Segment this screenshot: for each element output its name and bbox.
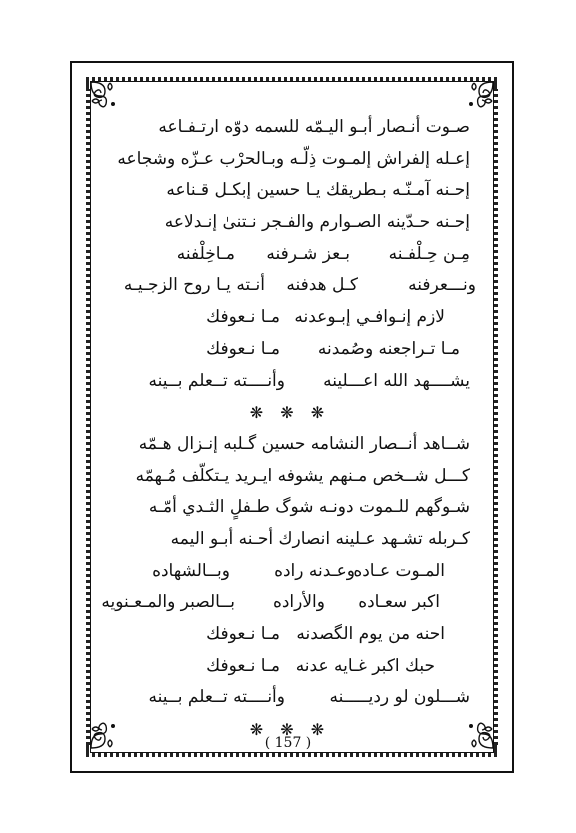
verse-segment: مـاخِلْفنه: [176, 243, 235, 264]
verse-line: [110, 239, 470, 271]
verse-line: [110, 366, 470, 398]
verse-line: كـــل شــخص مـنهم يشوفه ايـريد يـتكلّف مُـهمّه: [135, 465, 470, 486]
verse-segment: مـا نـعوفك: [206, 655, 280, 676]
verse-segment: اكبر سعـاده: [358, 592, 440, 613]
verse-segment: وعـدنه راده: [274, 560, 355, 581]
verse-segment: والأراده: [272, 592, 325, 613]
verse-segment: وأنــــته تــعلم بــينه: [148, 370, 285, 391]
verse-line: شــاهد أنــصار النشامه حسين گـلبه إنـزال هـمّه: [138, 433, 470, 454]
page-number: ( 157 ): [264, 735, 312, 751]
verse-line: إحـنه حـدّينه الصـوارم والفـجر نـتنىٰ إنـدلاعه: [164, 212, 470, 233]
floral-corner-icon: [462, 79, 496, 113]
verse-segment: مـا نـعوفك: [206, 307, 280, 328]
stars-divider: ❋ ❋ ❋: [249, 720, 331, 740]
verse-line: إعـله إلفراش إلمـوت ذِلّـه وبـالحرْب عـزّه وشجاعه: [117, 148, 470, 169]
verse-line: كـربله تشـهد عـلينه انصارك أحـنه أبـو اليمه: [170, 528, 470, 549]
verse-line: [110, 270, 476, 302]
verse-segment: أنـته يـا روح الزجـيـه: [123, 275, 265, 296]
verse-segment: بــالصبر والمـعـنويه: [101, 592, 235, 613]
verse-segment: بـعز شـرفنه: [266, 243, 350, 264]
verse-line: [110, 651, 470, 683]
verse-line: [101, 587, 470, 619]
verse-line: إحـنه آمـنّـه بـطريقك يـا حسين إبكـل قـناعه: [166, 180, 470, 201]
verse-segment: شـــلون لو رديـــــنه: [329, 687, 470, 708]
verse-segment: مـا نـعوفك: [206, 624, 280, 644]
verse-line: [110, 302, 470, 334]
verse-segment: وبــالشهاده: [152, 560, 230, 581]
verse-segment: كـل هدفنه: [286, 275, 358, 296]
verse-segment: وأنــــته تــعلم بــينه: [148, 687, 285, 708]
verse-segment: حبك اكبر غـايه عدنه: [295, 655, 435, 676]
stars-divider: ❋ ❋ ❋: [249, 403, 331, 423]
verse-line: صـوت أنـصار أبـو اليـمّه للسمه دوّه ارتـفـاعه: [158, 117, 470, 137]
verse-segment: احنه من يوم الگصدنه: [296, 624, 445, 644]
verse-line: [110, 556, 470, 588]
floral-corner-icon: [88, 79, 122, 113]
verse-segment: مـا تـراجعنه وصُمدنه: [317, 338, 460, 359]
verse-line: [110, 682, 470, 714]
verse-segment: مِـن حِـلْفـنه: [388, 243, 470, 264]
verse-segment: مـا نـعوفك: [206, 338, 280, 359]
poem-body: [101, 112, 476, 746]
verse-line: [110, 334, 470, 366]
verse-line: شـوگهم للـموت دونـه شوگ طـفلٍ الثـدي أمّـه: [148, 497, 470, 518]
verse-line: [110, 619, 470, 651]
verse-segment: لازم إنـوافـي إبـوعدنه: [294, 307, 445, 328]
verse-segment: المـوت عـاده: [353, 560, 445, 581]
verse-segment: يشــــهد الله اعـــلينه: [323, 370, 470, 391]
verse-segment: ونـــعرفنه: [408, 275, 476, 296]
